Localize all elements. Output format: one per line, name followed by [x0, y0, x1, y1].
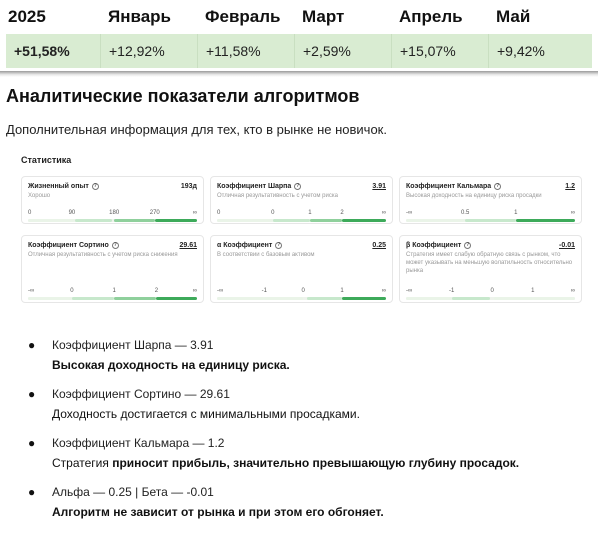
tick-label: 1 — [340, 288, 344, 294]
year-return: +51,58% — [14, 43, 70, 59]
stat-card-lifetime — [21, 176, 204, 224]
tick-label: 0.5 — [460, 210, 470, 216]
scale-ticks — [406, 210, 575, 218]
help-icon[interactable]: ? — [466, 242, 470, 248]
scale-ticks — [28, 288, 197, 296]
tick-label: 1 — [531, 288, 535, 294]
item-text-bold: Высокая доходность на единицу риска. — [52, 358, 290, 372]
card-value: -0.01 — [559, 242, 575, 249]
tick-label: 2 — [154, 288, 159, 294]
month-return: +12,92% — [100, 34, 197, 68]
card-title: Коэффициент Кальмара — [406, 183, 492, 190]
bullet-icon: ● — [28, 387, 36, 401]
bullet-icon: ● — [28, 485, 36, 499]
list-item — [28, 384, 588, 433]
tick-label: 0 — [301, 288, 305, 294]
list-item — [28, 433, 588, 482]
tick-label: 0 — [217, 210, 221, 216]
item-text: Стратегия — [52, 456, 113, 470]
summary-list — [28, 335, 588, 531]
header-month: Февраль — [205, 7, 281, 26]
card-description: Отличная результативность с учетом риска — [217, 193, 338, 199]
divider — [0, 71, 598, 77]
tick-label: -∞ — [217, 288, 224, 294]
section-title: Аналитические показатели алгоритмов — [6, 86, 360, 106]
monthly-returns-table — [0, 0, 598, 72]
month-return: +2,59% — [294, 34, 391, 68]
card-value: 193д — [180, 183, 197, 190]
card-description: Отличная результативность с учетом риска снижения — [28, 252, 178, 258]
tick-label: -1 — [261, 288, 267, 294]
returns-values-row — [6, 34, 592, 68]
stat-card-sharpe — [210, 176, 393, 224]
tick-label: 2 — [340, 210, 344, 216]
header-month: Январь — [108, 7, 172, 26]
header-month: Май — [496, 7, 531, 26]
tick-label: 90 — [68, 210, 76, 216]
tick-label: 0 — [70, 288, 74, 294]
card-value: 0.25 — [372, 242, 386, 249]
card-description: Стратегия имеет слабую обратную связь с рынком, что может указывать на меньшую волатильность относительно рынка — [406, 252, 573, 274]
scale-bar — [217, 297, 386, 300]
tick-label: 0 — [490, 288, 494, 294]
tick-label: -∞ — [406, 288, 413, 294]
tick-label: 1 — [308, 210, 312, 216]
tick-label: 270 — [149, 210, 160, 216]
tick-label: ∞ — [192, 288, 197, 294]
section-subtitle: Дополнительная информация для тех, кто в рынке не новичок. — [6, 122, 387, 137]
tick-label: ∞ — [192, 210, 197, 216]
item-text-bold: Алгоритм не зависит от рынка и при этом его обгоняет. — [52, 505, 384, 519]
bullet-icon: ● — [28, 436, 36, 450]
bullet-icon: ● — [28, 338, 36, 352]
help-icon[interactable]: ? — [113, 242, 117, 248]
card-description: Высокая доходность на единицу риска просадки — [406, 193, 542, 199]
month-return: +9,42% — [488, 34, 574, 68]
stat-card-calmar — [399, 176, 582, 224]
tick-label: ∞ — [570, 288, 575, 294]
card-description: В соответствии с базовым активом — [217, 252, 315, 258]
card-title: α Коэффициент — [217, 242, 273, 249]
list-item — [28, 335, 588, 384]
stats-label: Статистика — [21, 155, 72, 165]
month-return: +15,07% — [391, 34, 488, 68]
scale-bar — [28, 219, 197, 222]
tick-label: 1 — [112, 288, 116, 294]
tick-label: 180 — [109, 210, 120, 216]
item-title: Коэффициент Сортино — 29.61 — [52, 387, 230, 401]
card-value: 29.61 — [179, 242, 197, 249]
help-icon[interactable]: ? — [277, 242, 281, 248]
item-title: Альфа — 0.25 | Бета — -0.01 — [52, 485, 214, 499]
tick-label: -∞ — [406, 210, 413, 216]
header-year: 2025 — [8, 7, 46, 26]
scale-ticks — [217, 210, 386, 218]
help-icon[interactable]: ? — [93, 183, 97, 189]
header-month: Апрель — [399, 7, 463, 26]
card-value: 1.2 — [565, 183, 575, 190]
scale-bar — [406, 219, 575, 222]
help-icon[interactable]: ? — [496, 183, 500, 189]
help-icon[interactable]: ? — [296, 183, 300, 189]
tick-label: ∞ — [381, 210, 386, 216]
returns-header-row — [0, 0, 598, 34]
tick-label: 0 — [28, 210, 32, 216]
list-item — [28, 482, 588, 531]
scale-ticks — [406, 288, 575, 296]
tick-label: -1 — [448, 288, 455, 294]
card-title: Коэффициент Шарпа — [217, 183, 292, 190]
item-text-bold: приносит прибыль, значительно превышающую глубину просадок. — [112, 456, 520, 470]
item-title: Коэффициент Шарпа — 3.91 — [52, 338, 214, 352]
header-month: Март — [302, 7, 345, 26]
scale-ticks — [28, 210, 197, 218]
card-title: Жизненный опыт — [28, 183, 89, 190]
scale-bar — [406, 297, 575, 300]
scale-bar — [28, 297, 197, 300]
tick-label: 1 — [514, 210, 518, 216]
stat-card-sortino — [21, 235, 204, 303]
tick-label: 0 — [271, 210, 275, 216]
stat-card-beta — [399, 235, 582, 303]
month-return: +11,58% — [197, 34, 294, 68]
tick-label: ∞ — [381, 288, 386, 294]
card-description: Хорошо — [28, 193, 51, 199]
stat-card-alpha — [210, 235, 393, 303]
tick-label: -∞ — [28, 288, 35, 294]
item-text: Доходность достигается с минимальными просадками. — [52, 407, 360, 421]
tick-label: ∞ — [570, 210, 575, 216]
scale-bar — [217, 219, 386, 222]
item-title: Коэффициент Кальмара — 1.2 — [52, 436, 225, 450]
card-title: Коэффициент Сортино — [28, 242, 109, 249]
card-value: 3.91 — [372, 183, 386, 190]
card-title: β Коэффициент — [406, 242, 462, 249]
scale-ticks — [217, 288, 386, 296]
